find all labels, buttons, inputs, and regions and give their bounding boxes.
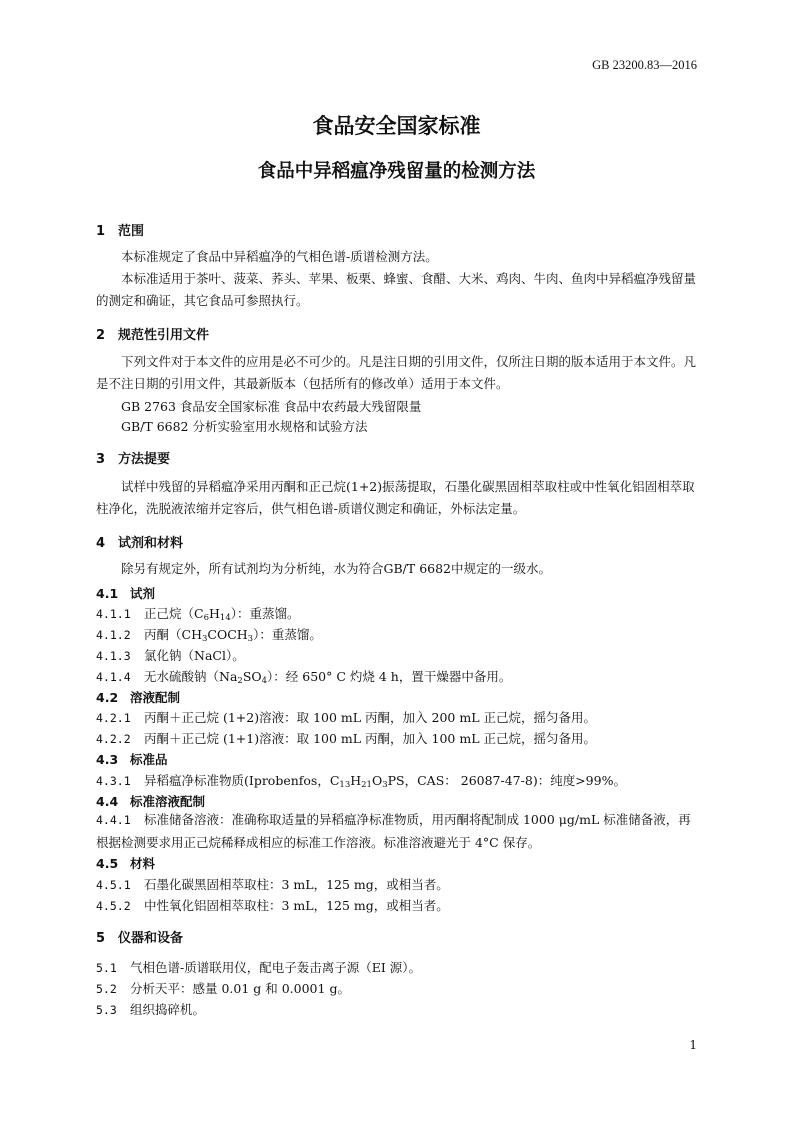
section-3-heading: 3 方法提要 [96,452,171,467]
section-2-heading: 2 规范性引用文件 [96,328,210,343]
item-4-1-2: 4.1.2 丙酮$(CH_3COCH_3)$：重蒸馏。 [96,627,322,644]
item-4-1-3: 4.1.3 氯化钠（NaCl）。 [96,648,245,663]
section-5-heading: 5 仪器和设备 [96,931,184,946]
item-4-1-1: 4.1.1 正己烷$(C_6H_{14})$：重蒸馏。 [96,606,300,623]
item-4-5-1: 4.5.1 石墨化碳黑固相萃取柱：3 mL，125 mg，或相当者。 [96,877,449,892]
document-subtitle: 食品中异稻瘟净残留量的检测方法 [257,161,536,182]
section-1-heading: 1 范围 [96,224,145,239]
item-4-4-1: 4.4.1 标准储备溶液：准确称取适量的异稻瘟净标准物质，用丙酮将配制成 1000 μg/mL 标准储备液，再根据检测要求用正己烷稀释成相应的标准工作溶液。标准溶液避光于 4°C 保存。 [96,812,691,850]
page-number: 1 [689,1038,697,1052]
item-5-2: 5.2 分析天平：感量 0.01 g 和 0.0001 g。 [96,981,350,996]
reference-gbt6682: GB/T 6682 分析实验室用水规格和试验方法 [121,419,368,434]
item-5-1: 5.1 气相色谱-质谱联用仪，配电子轰击离子源（EI 源）。 [96,960,422,975]
item-4-2-1: 4.2.1 丙酮＋正己烷 (1+2)溶液：取 100 mL 丙酮，加入 200 mL 正己烷，摇匀备用。 [96,710,596,725]
subsection-4-2-heading: 4.2 溶液配制 [96,690,181,705]
item-4-2-2: 4.2.2 丙酮＋正己烷 (1+1)溶液：取 100 mL 丙酮，加入 100 mL 正己烷，摇匀备用。 [96,731,596,746]
subsection-4-4-heading: 4.4 标准溶液配制 [96,794,206,809]
section-4-paragraph: 除另有规定外，所有试剂均为分析纯，水为符合GB/T 6682中规定的一级水。 [121,561,552,576]
item-4-3-1: 4.3.1 异稻瘟净标准物质(Iprobenfos，$C_{13}H_{21}O_3PS$，CAS： 26087-47-8)：纯度>99%。 [96,773,626,790]
subsection-4-5-heading: 4.5 材料 [96,856,156,871]
section-4-heading: 4 试剂和材料 [96,536,184,551]
document-title: 食品安全国家标准 [312,114,481,138]
subsection-4-3-heading: 4.3 标准品 [96,752,168,767]
reference-gb2763: GB 2763 食品安全国家标准 食品中农药最大残留限量 [121,399,422,414]
standard-number: GB 23200.83—2016 [592,58,697,72]
section-1-paragraph-1: 本标准规定了食品中异稻瘟净的气相色谱-质谱检测方法。 [121,249,438,264]
item-5-3: 5.3 组织捣碎机。 [96,1002,206,1017]
item-4-5-2: 4.5.2 中性氧化铝固相萃取柱：3 mL，125 mg，或相当者。 [96,898,449,913]
section-3-paragraph: 试样中残留的异稻瘟净采用丙酮和正己烷(1+2)振荡提取，石墨化碳黑固相萃取柱或中性氧化铝固相萃取柱净化，洗脱液浓缩并定容后，供气相色谱-质谱仪测定和确证，外标法定量。 [96,479,695,516]
section-1-paragraph-2: 本标准适用于茶叶、菠菜、荞头、苹果、板栗、蜂蜜、食醋、大米、鸡肉、牛肉、鱼肉中异稻瘟净残留量的测定和确证，其它食品可参照执行。 [96,271,697,308]
section-2-paragraph: 下列文件对于本文件的应用是必不可少的。凡是注日期的引用文件，仅所注日期的版本适用于本文件。凡是不注日期的引用文件，其最新版本（包括所有的修改单）适用于本文件。 [96,354,697,391]
item-4-1-4: 4.1.4 无水硫酸钠$(Na_2SO_4)$：经 650° C 灼烧 4 h，置干燥器中备用。 [96,669,512,686]
subsection-4-1-heading: 4.1 试剂 [96,586,156,601]
